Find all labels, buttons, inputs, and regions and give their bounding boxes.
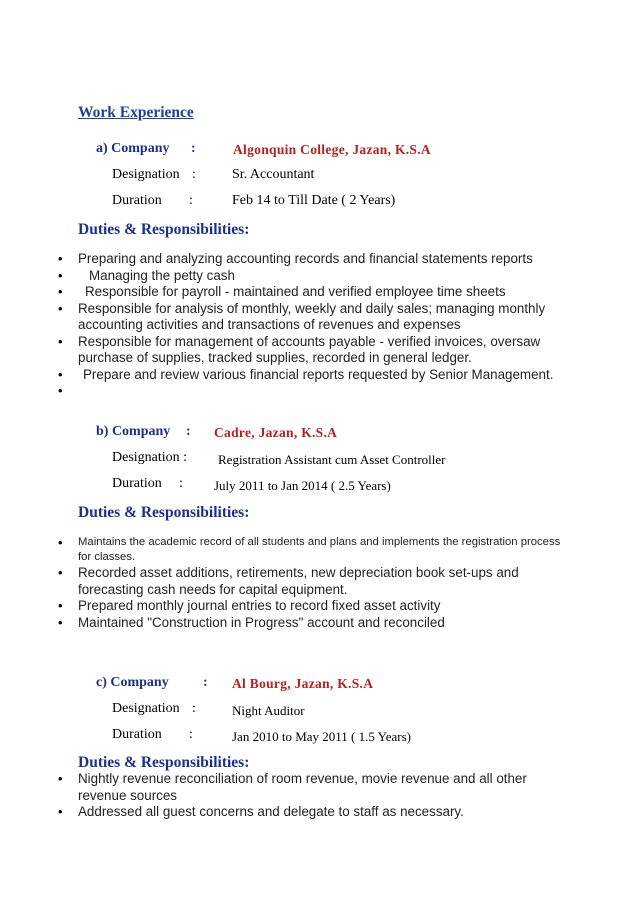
company-name: Al Bourg, Jazan, K.S.A [232, 676, 374, 691]
company-name: Cadre, Jazan, K.S.A [214, 425, 338, 440]
company-label: b) Company [96, 424, 171, 439]
section-heading: Work Experience [78, 104, 194, 121]
company-colon: : [191, 141, 196, 156]
duties-list [58, 251, 568, 400]
designation-value: Sr. Accountant [232, 167, 315, 182]
list-item: • Maintained "Construction in Progress" account and reconciled [58, 615, 568, 632]
list-item: • Managing the petty cash [58, 268, 568, 285]
duties-list [58, 771, 568, 821]
list-item: • Responsible for payroll - maintained and verified employee time sheets [58, 284, 568, 301]
duties-title: Duties & Responsibilities: [78, 504, 250, 521]
designation-label: Designation [112, 701, 180, 716]
list-item: • Nightly revenue reconciliation of room revenue, movie revenue and all other revenue sources [58, 771, 568, 804]
designation-label: Designation : [112, 450, 188, 465]
duration-value: July 2011 to Jan 2014 ( 2.5 Years) [214, 478, 391, 493]
company-label: c) Company [96, 675, 169, 690]
duration-label: Duration [112, 193, 162, 208]
duration-value: Jan 2010 to May 2011 ( 1.5 Years) [232, 729, 411, 744]
duties-title: Duties & Responsibilities: [78, 754, 250, 771]
duties-title: Duties & Responsibilities: [78, 221, 250, 238]
designation-value: Registration Assistant cum Asset Controller [218, 452, 446, 467]
duration-colon: : [189, 193, 193, 208]
designation-value: Night Auditor [232, 703, 305, 718]
list-item [58, 383, 568, 400]
duration-colon: : [189, 727, 193, 742]
list-item: • Responsible for analysis of monthly, weekly and daily sales; managing monthly accounting activities and transactions of revenues and expenses [58, 301, 568, 334]
designation-label: Designation [112, 167, 180, 182]
list-item: • Prepare and review various financial reports requested by Senior Management. [58, 367, 568, 384]
duration-value: Feb 14 to Till Date ( 2 Years) [232, 193, 396, 208]
list-item: • Responsible for management of accounts payable - verified invoices, oversaw purchase of supplies, tracked supplies, recorded in general ledger. [58, 334, 568, 367]
list-item: • Addressed all guest concerns and delegate to staff as necessary. [58, 804, 568, 821]
company-colon: : [203, 675, 208, 690]
designation-colon: : [192, 701, 196, 716]
duration-colon: : [179, 476, 183, 491]
duration-label: Duration [112, 476, 162, 491]
company-label: a) Company [96, 141, 170, 156]
list-item: • Maintains the academic record of all students and plans and implements the registration process for classes. [58, 535, 568, 565]
list-item: • Recorded asset additions, retirements, new depreciation book set-ups and forecasting cash needs for capital equipment. [58, 565, 568, 598]
duties-list [58, 535, 568, 631]
duration-label: Duration [112, 727, 162, 742]
company-name: Algonquin College, Jazan, K.S.A [233, 142, 431, 157]
list-item: • Prepared monthly journal entries to record fixed asset activity [58, 598, 568, 615]
list-item: • Preparing and analyzing accounting records and financial statements reports [58, 251, 568, 268]
designation-colon: : [192, 167, 196, 182]
company-colon: : [186, 424, 191, 439]
